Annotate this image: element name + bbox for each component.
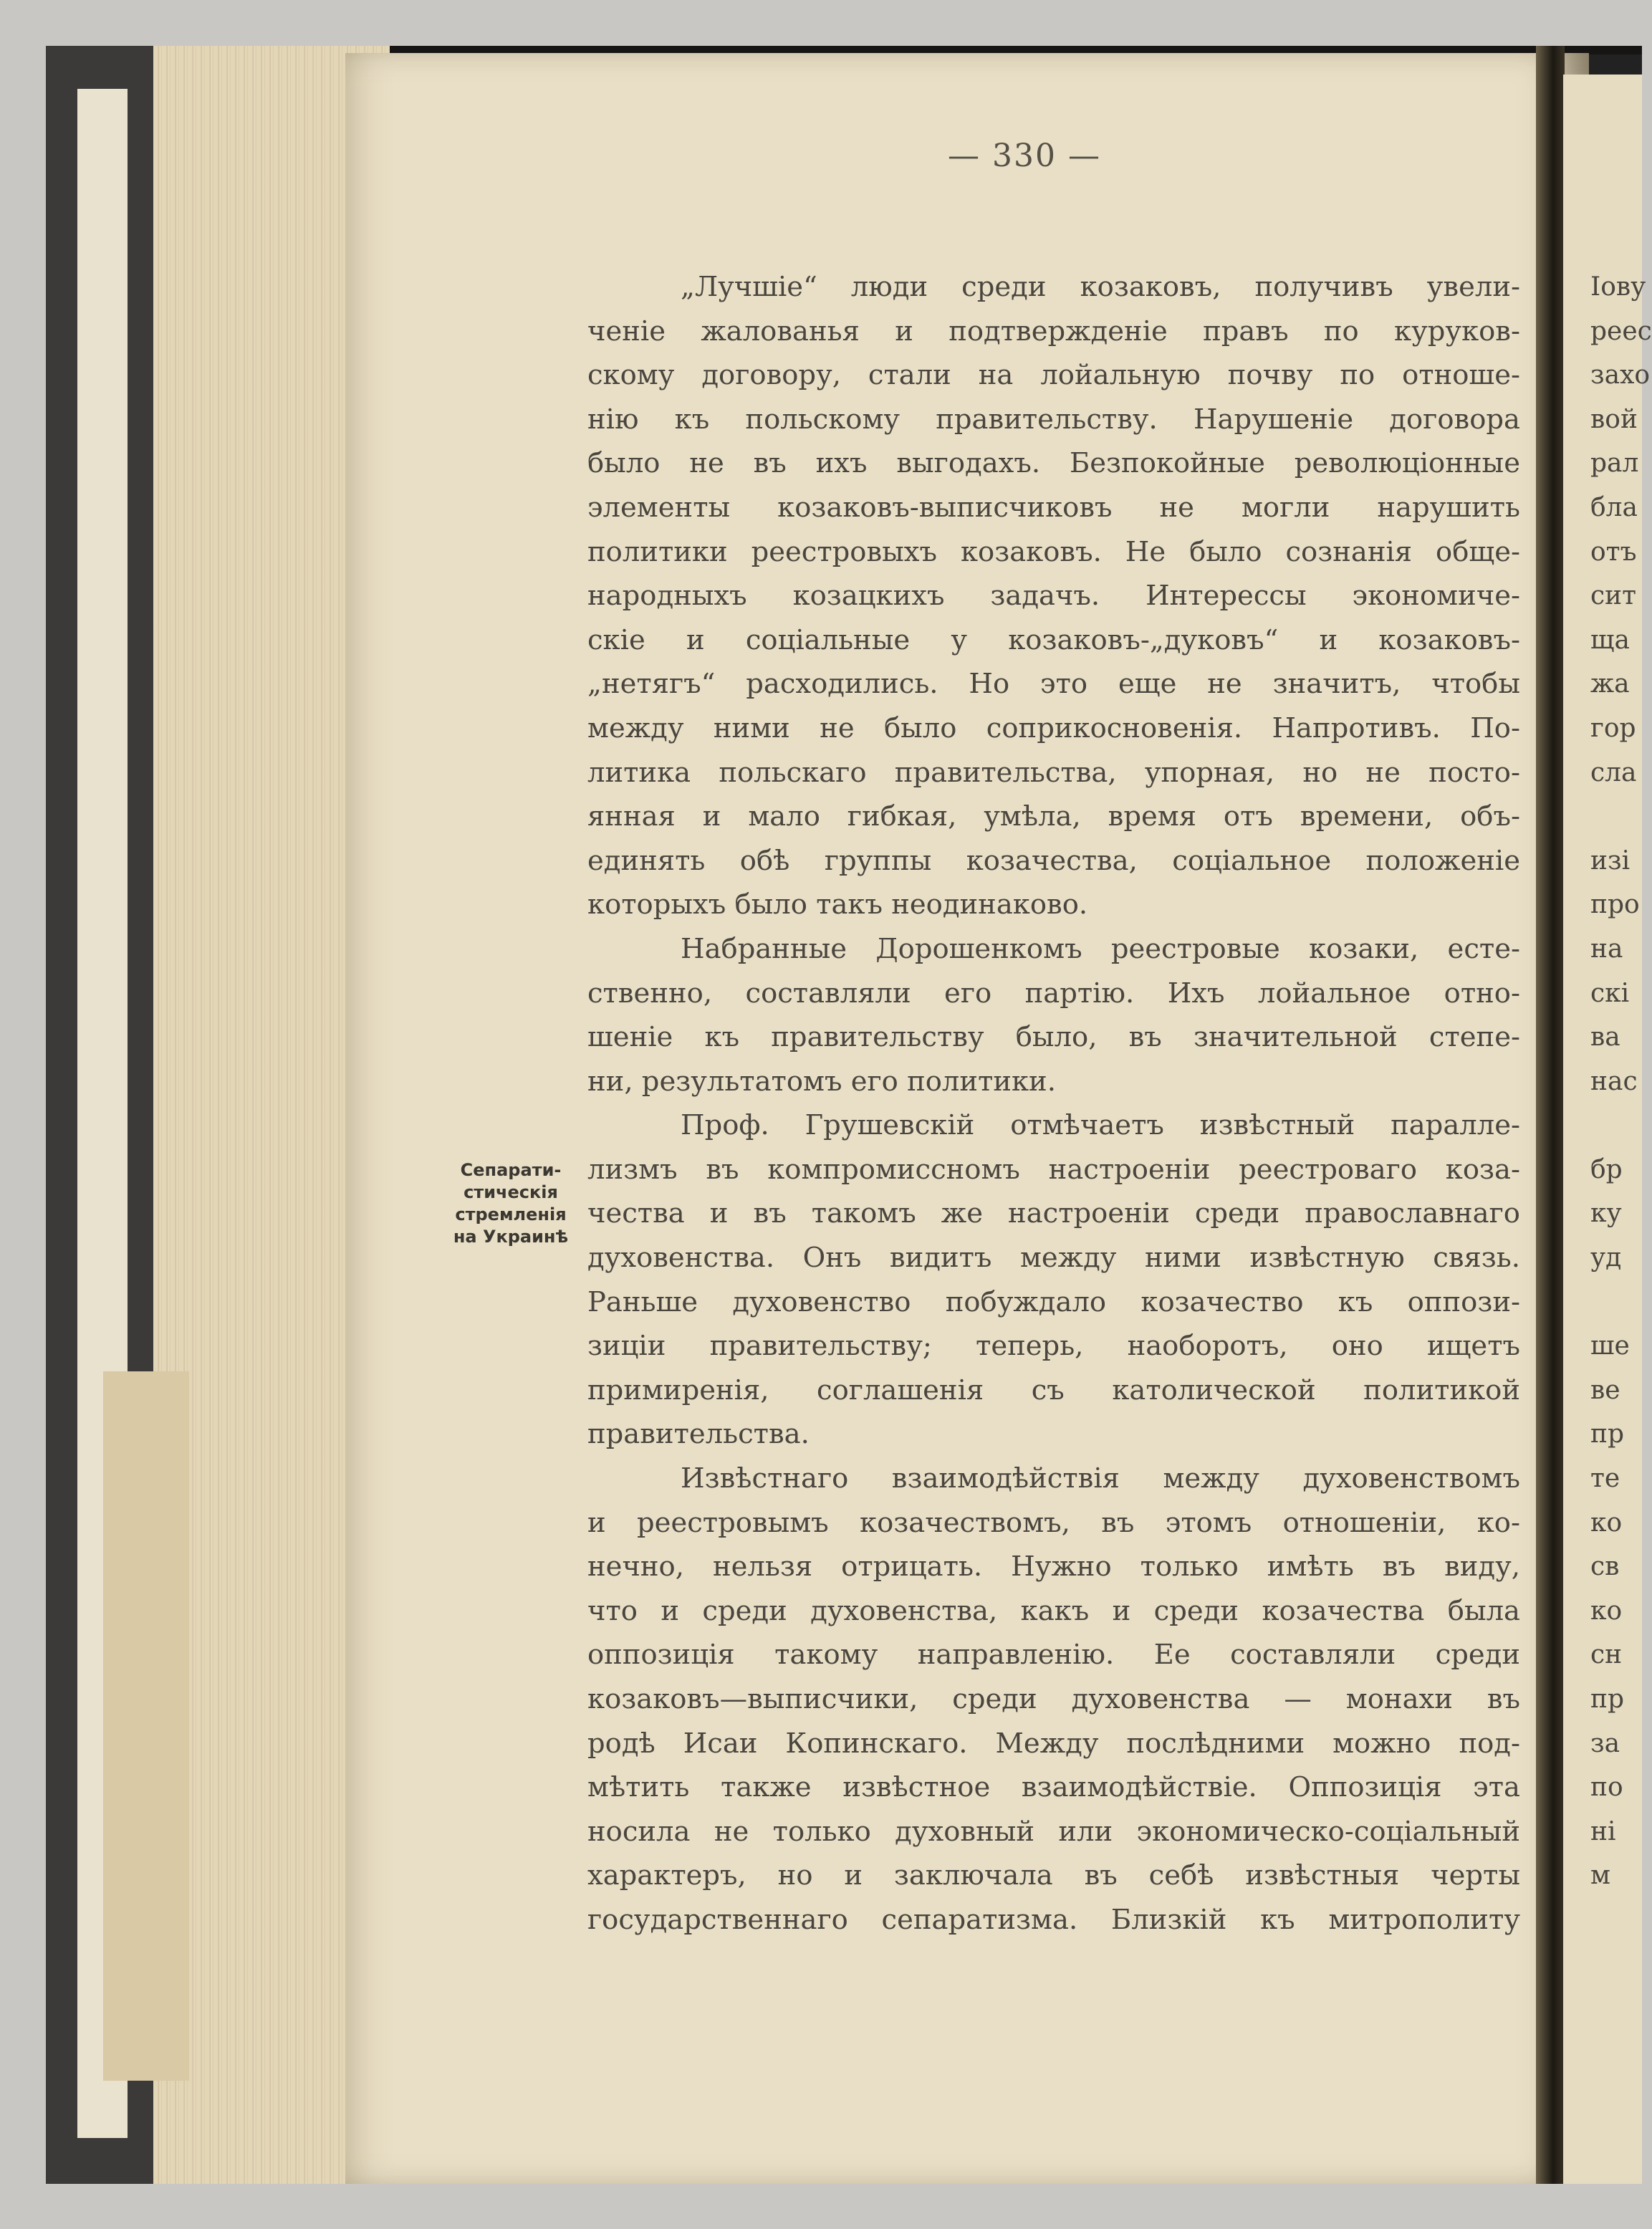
next-page-fragment [1590, 1280, 1642, 1325]
next-page-fragment: м [1590, 1861, 1611, 1891]
text-line: правительства. [587, 1418, 810, 1451]
next-page-fragment: ва [1590, 1022, 1620, 1053]
book-gutter [1536, 46, 1565, 2184]
next-page-fragment: рал [1590, 449, 1639, 479]
text-line: носила не только духовный или экономическо-соціальный [587, 1815, 1520, 1848]
next-page-fragment: бла [1590, 492, 1638, 522]
next-page-fragment: ко [1590, 1507, 1623, 1538]
next-page-fragment: жа [1590, 669, 1630, 699]
next-page-fragment: бр [1590, 1154, 1623, 1184]
text-line: мѣтить также извѣстное взаимодѣйствіе. Оппозиція эта [587, 1771, 1520, 1804]
next-page-fragment: ща [1590, 625, 1630, 655]
text-line: ственно, составляли его партію. Ихъ лойальное отно- [587, 977, 1520, 1010]
page-number: — 330 — [948, 138, 1101, 174]
page-text [587, 265, 1520, 1942]
text-line: скому договору, стали на лойальную почву по отноше- [587, 359, 1520, 392]
next-page-fragment: уд [1590, 1243, 1622, 1273]
text-line: единять обѣ группы козачества, соціальное положеніе [587, 844, 1520, 877]
text-line: Проф. Грушевскій отмѣчаетъ извѣстный паралле- [681, 1109, 1520, 1142]
text-line: лизмъ въ компромиссномъ настроеніи реестроваго коза- [587, 1153, 1520, 1186]
text-line: что и среди духовенства, какъ и среди козачества была [587, 1594, 1520, 1627]
text-line: „Лучшіе“ люди среди козаковъ, получивъ увели- [681, 271, 1520, 303]
text-line: чества и въ такомъ же настроеніи среди православнаго [587, 1197, 1520, 1230]
next-page-fragment: ве [1590, 1375, 1620, 1405]
text-line: народныхъ козацкихъ задачъ. Интерессы экономиче- [587, 580, 1520, 613]
text-line: Раньше духовенство побуждало козачество къ оппози- [587, 1285, 1520, 1318]
left-mount-strip [103, 1371, 189, 2081]
next-page-fragment: реес [1590, 316, 1652, 346]
text-line: козаковъ—выписчики, среди духовенства — монахи въ [587, 1683, 1520, 1715]
next-page-fragment: св [1590, 1552, 1620, 1582]
text-line: зиціи правительству; теперь, наоборотъ, оно ищетъ [587, 1330, 1520, 1363]
next-page-fragments [1590, 265, 1652, 2200]
text-line: и реестровымъ козачествомъ, въ этомъ отношеніи, ко- [587, 1506, 1520, 1539]
margin-note-line: Сепарати- [460, 1160, 562, 1180]
text-line: Набранные Дорошенкомъ реестровые козаки, есте- [681, 932, 1520, 965]
text-line: ни, результатомъ его политики. [587, 1065, 1056, 1098]
next-page-fragment: пр [1590, 1419, 1625, 1449]
next-page-fragment: про [1590, 890, 1640, 920]
next-page-fragment: Іову [1590, 272, 1646, 302]
next-page-fragment: на [1590, 934, 1623, 964]
next-page-fragment: скі [1590, 978, 1630, 1008]
next-page-fragment: нас [1590, 1066, 1638, 1096]
margin-note-line: на Украинѣ [453, 1227, 569, 1247]
text-line: было не въ ихъ выгодахъ. Безпокойные революціонные [587, 447, 1520, 480]
next-page-fragment: отъ [1590, 537, 1637, 567]
next-page-fragment [1590, 1103, 1642, 1148]
margin-note [430, 1159, 592, 1248]
margin-note-line: стремленія [455, 1204, 567, 1224]
text-line: оппозиція такому направленію. Ее составляли среди [587, 1639, 1520, 1672]
next-page-fragment: ку [1590, 1199, 1622, 1229]
next-page-fragment: ні [1590, 1816, 1616, 1846]
text-line: между ними не было соприкосновенія. Напротивъ. По- [587, 711, 1520, 744]
text-line: нечно, нельзя отрицать. Нужно только имѣть въ виду, [587, 1550, 1520, 1583]
next-page-fragment: гор [1590, 713, 1636, 743]
next-page-fragment: те [1590, 1464, 1620, 1494]
text-line: скіе и соціальные у козаковъ-„дуковъ“ и козаковъ- [587, 623, 1520, 656]
text-line: родѣ Исаи Копинскаго. Между послѣдними можно под- [587, 1727, 1520, 1760]
next-page-fragment: сит [1590, 581, 1637, 611]
next-page-fragment: сн [1590, 1640, 1623, 1670]
text-line: Извѣстнаго взаимодѣйствія между духовенствомъ [681, 1462, 1520, 1495]
next-page-fragment: по [1590, 1773, 1623, 1803]
next-page-fragment: захо [1590, 360, 1651, 390]
text-line: янная и мало гибкая, умѣла, время отъ времени, объ- [587, 800, 1520, 833]
text-line: характеръ, но и заключала въ себѣ извѣстныя черты [587, 1859, 1520, 1892]
next-page-fragment: за [1590, 1728, 1620, 1758]
text-line: литика польскаго правительства, упорная, но не посто- [587, 756, 1520, 789]
margin-note-line: стическія [464, 1182, 558, 1202]
text-line: ченіе жалованья и подтвержденіе правъ по куруков- [587, 315, 1520, 347]
text-line: шеніе къ правительству было, въ значительной степе- [587, 1021, 1520, 1054]
text-line: политики реестровыхъ козаковъ. Не было сознанія обще- [587, 535, 1520, 568]
next-page-fragment: вой [1590, 404, 1638, 434]
next-page-fragment: ше [1590, 1331, 1630, 1361]
next-page-fragment: изі [1590, 845, 1631, 876]
text-line: государственнаго сепаратизма. Близкій къ митрополиту [587, 1903, 1520, 1936]
next-page-fragment [1590, 795, 1642, 839]
text-line: которыхъ было такъ неодинаково. [587, 888, 1088, 921]
text-line: нію къ польскому правительству. Нарушеніе договора [587, 403, 1520, 436]
text-line: примиренія, соглашенія съ католической политикой [587, 1374, 1520, 1406]
text-line: элементы козаковъ-выписчиковъ не могли нарушить [587, 491, 1520, 524]
next-page-fragment: сла [1590, 757, 1637, 787]
text-line: духовенства. Онъ видитъ между ними извѣстную связь. [587, 1242, 1520, 1275]
next-page-fragment: ко [1590, 1596, 1623, 1626]
next-page-fragment: пр [1590, 1684, 1625, 1714]
text-line: „нетягъ“ расходились. Но это еще не значитъ, чтобы [587, 668, 1520, 701]
